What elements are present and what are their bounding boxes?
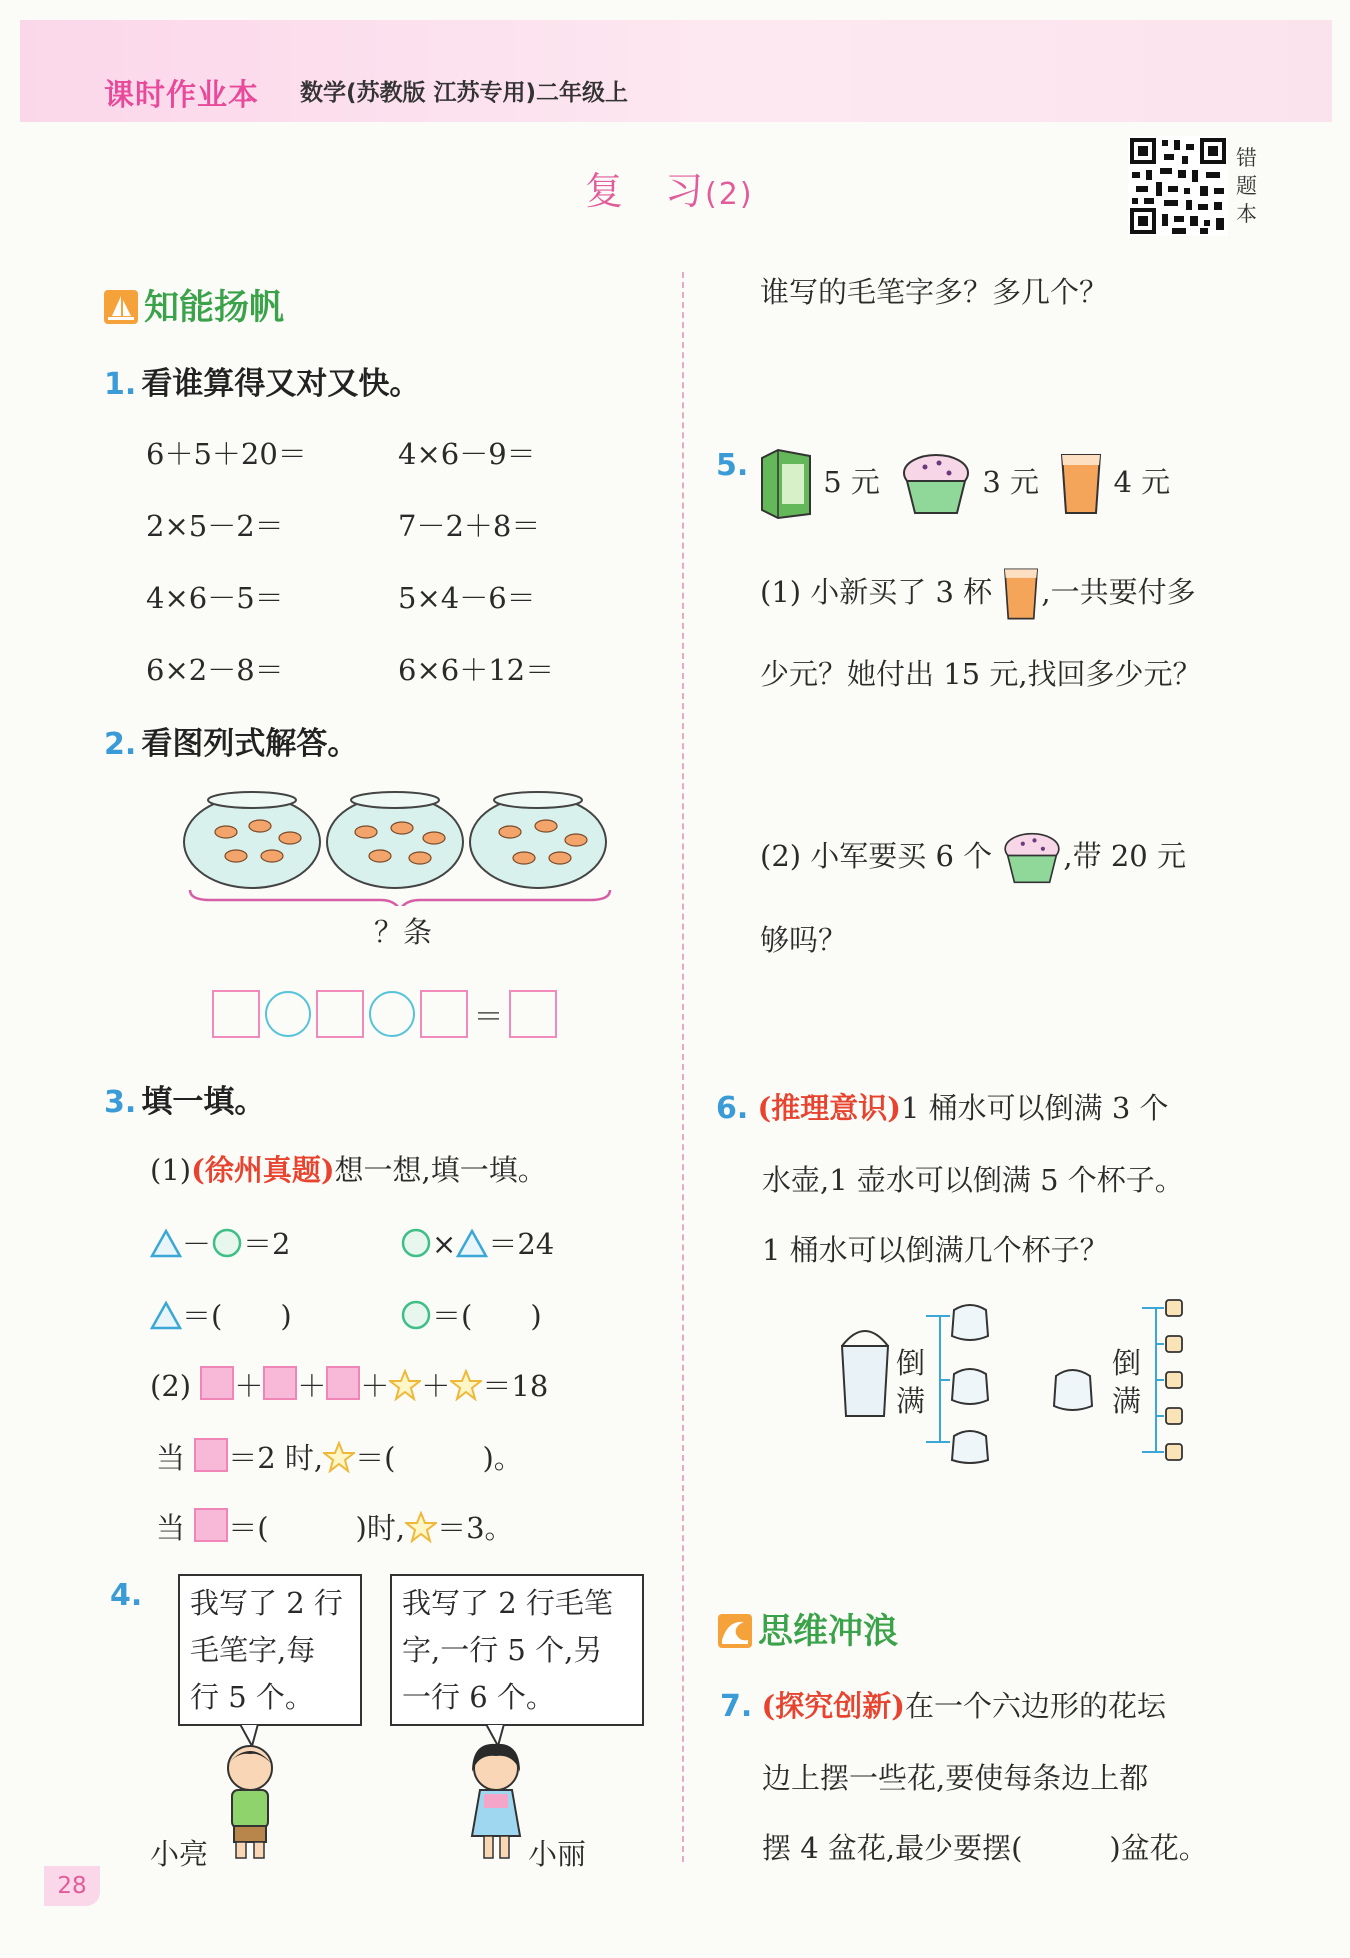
q6-text-1: 1 桶水可以倒满 3 个 [900, 1091, 1169, 1125]
juice-cup-icon [1058, 451, 1104, 517]
q3-heading [104, 1076, 265, 1121]
bubble-line: 我写了 2 行 [190, 1586, 343, 1620]
wave-icon [718, 1614, 752, 1648]
q5-p1a: (1) 小新买了 3 杯 [760, 575, 993, 609]
qr-label-char: 题 [1236, 174, 1257, 198]
cup-icon [1166, 1300, 1182, 1316]
q3-part1-prefix: (1) [150, 1153, 192, 1187]
q1-expr: 4×6－5＝ [146, 581, 284, 615]
answer-box[interactable] [212, 990, 260, 1038]
kettle-icon [952, 1305, 988, 1340]
q5-p1c: 少元？她付出 15 元,找回多少元？ [760, 657, 1202, 691]
juice-cup-icon [1001, 566, 1041, 622]
girl-icon [456, 1724, 536, 1864]
q6-line1 [716, 1086, 1169, 1127]
q3-when1 [156, 1436, 523, 1477]
name-xiaoliang: 小亮 [150, 1837, 209, 1871]
q6-text-2: 水壶,1 壶水可以倒满 5 个杯子。 [762, 1163, 1184, 1197]
pour-char: 倒 [1112, 1346, 1142, 1380]
q1-expr: 6×2－8＝ [146, 653, 284, 687]
q3-number: 3. [104, 1085, 137, 1120]
section-siwei-heading [718, 1604, 898, 1654]
q3-when1-c[interactable]: ＝( )。 [355, 1441, 523, 1475]
cup-icon [1166, 1408, 1182, 1424]
title-part-2: 习 [665, 169, 706, 213]
q1-expr: 4×6－9＝ [398, 437, 536, 471]
bubble-line: 毛笔字,每 [190, 1633, 316, 1667]
q2-number: 2. [104, 727, 137, 762]
q3-when1-b: ＝2 时, [228, 1441, 324, 1475]
subject-line: 数学(苏教版 江苏专用)二年级上 [300, 80, 629, 106]
q5-p2a: (2) 小军要买 6 个 [760, 839, 993, 873]
answer-box[interactable] [420, 990, 468, 1038]
q3-text: 填一填。 [141, 1084, 266, 1120]
section-zhineng-heading [104, 280, 284, 330]
q3-ans1[interactable] [150, 1294, 292, 1335]
price-cupcake: 3 元 [982, 465, 1039, 499]
cup-icon [1166, 1336, 1182, 1352]
brand-title: 课时作业本 [104, 78, 259, 113]
q6-number: 6. [716, 1091, 749, 1126]
q7-text-3[interactable]: 摆 4 盆花,最少要摆( )盆花。 [762, 1831, 1208, 1865]
q3-ans2-blank[interactable]: ＝( ) [432, 1299, 542, 1333]
triangle-icon [150, 1228, 182, 1258]
pouring-diagram [830, 1296, 1200, 1466]
q1-expr: 6×6＋12＝ [398, 653, 555, 687]
kettle-icon [952, 1369, 988, 1404]
q1-expr: 2×5－2＝ [146, 509, 284, 543]
name-xiaoli: 小丽 [528, 1837, 587, 1871]
q7-text-2: 边上摆一些花,要使每条边上都 [762, 1761, 1149, 1795]
q3-part2-prefix: (2) [150, 1369, 192, 1403]
q3-when2-b[interactable]: ＝( )时, [228, 1511, 406, 1545]
bubble-line: 我写了 2 行毛笔 [402, 1586, 613, 1620]
square-icon [326, 1366, 360, 1400]
equals-sign: ＝ [473, 1000, 504, 1035]
square-icon [194, 1438, 228, 1472]
q2-equation-template [212, 990, 557, 1038]
q3-part1-text: 想一想,填一填。 [334, 1153, 547, 1187]
pour-char: 倒 [896, 1346, 926, 1380]
sail-icon [104, 290, 138, 324]
kettle-icon [1054, 1370, 1092, 1410]
price-milk: 5 元 [823, 465, 880, 499]
star-icon [389, 1369, 421, 1401]
q3-when1-a: 当 [156, 1441, 186, 1475]
q3-eq2: × ＝24 [400, 1222, 554, 1263]
q7-line1 [720, 1684, 1166, 1725]
q3-eq1-rest: ＝2 [243, 1227, 291, 1261]
star-icon [405, 1511, 437, 1543]
circle-icon [400, 1299, 432, 1331]
q7-number: 7. [720, 1689, 753, 1724]
q5-number: 5. [716, 448, 749, 483]
q7-tag: (探究创新) [761, 1689, 905, 1723]
kettle-icon [952, 1431, 988, 1463]
q5-prices [756, 448, 1170, 520]
pour-char: 满 [1112, 1384, 1142, 1418]
page-number: 28 [44, 1866, 100, 1906]
section-zhineng-label: 知能扬帆 [144, 288, 285, 328]
operator-circle[interactable] [265, 991, 311, 1037]
q5-p1b: ,一共要付多 [1041, 575, 1196, 609]
q3-ans2[interactable] [400, 1294, 542, 1335]
q6-tag: (推理意识) [757, 1091, 901, 1125]
answer-box[interactable] [509, 990, 557, 1038]
q2-heading [104, 718, 358, 763]
q3-when2-c: ＝3。 [437, 1511, 514, 1545]
q5-part2-line1 [760, 830, 1186, 886]
milk-carton-icon [756, 448, 814, 520]
price-juice: 4 元 [1113, 465, 1171, 499]
boy-icon [210, 1724, 290, 1864]
q1-expr: 5×4－6＝ [398, 581, 536, 615]
q1-heading [104, 358, 420, 403]
cup-icon [1166, 1444, 1182, 1460]
q1-expr: 7－2＋8＝ [398, 509, 541, 543]
q3-part2-eq: (2) ＋ ＋ ＋ ＋ ＝18 [150, 1364, 548, 1405]
circle-icon [400, 1227, 432, 1259]
q5-p2c: 够吗？ [760, 923, 848, 957]
q3-eq1: － ＝2 [150, 1222, 290, 1263]
bucket-icon [842, 1331, 888, 1416]
qr-label-char: 错 [1236, 146, 1257, 170]
bubble-line: 一行 6 个。 [402, 1680, 555, 1714]
section-siwei-label: 思维冲浪 [758, 1612, 899, 1652]
square-icon [194, 1508, 228, 1542]
bubble-line: 行 5 个。 [190, 1680, 314, 1714]
q3-part2-rest: ＝18 [482, 1369, 549, 1403]
q5-part1-line1 [760, 566, 1196, 622]
pour-label-1 [896, 1344, 925, 1420]
q7-text-1: 在一个六边形的花坛 [904, 1689, 1166, 1723]
qr-code-icon[interactable] [1128, 136, 1228, 236]
square-icon [263, 1366, 297, 1400]
q3-when2-a: 当 [156, 1511, 186, 1545]
q1-expr: 6＋5＋20＝ [146, 437, 307, 471]
title-part-3: (2) [705, 177, 754, 212]
pour-char: 满 [896, 1384, 926, 1418]
q1-text: 看谁算得又对又快。 [141, 366, 421, 402]
star-icon [450, 1369, 482, 1401]
operator-circle[interactable] [369, 991, 415, 1037]
column-divider [682, 272, 684, 1862]
fish-bowls-illustration [180, 786, 620, 906]
triangle-icon [150, 1300, 182, 1330]
speech-bubble-xiaoli [390, 1574, 644, 1726]
q3-ans1-blank[interactable]: ＝( ) [182, 1299, 292, 1333]
circle-icon [211, 1227, 243, 1259]
q6-text-3: 1 桶水可以倒满几个杯子？ [762, 1233, 1109, 1267]
page-title [585, 160, 754, 215]
q2-brace-label: ？条 [374, 915, 433, 949]
q3-when2 [156, 1506, 514, 1547]
q4-question: 谁写的毛笔字多？多几个？ [760, 275, 1109, 309]
cup-icon [1166, 1372, 1182, 1388]
answer-box[interactable] [316, 990, 364, 1038]
triangle-icon [456, 1228, 488, 1258]
q2-text: 看图列式解答。 [141, 726, 359, 762]
cupcake-icon [899, 451, 973, 517]
q3-part1-tag: (徐州真题) [191, 1153, 335, 1187]
speech-bubble-xiaoliang [178, 1574, 362, 1726]
square-icon [200, 1366, 234, 1400]
bubble-line: 字,一行 5 个,另 [402, 1633, 603, 1667]
qr-label [1236, 144, 1262, 228]
q4-number: 4. [110, 1578, 143, 1613]
q5-p2b: ,带 20 元 [1063, 839, 1186, 873]
qr-label-char: 本 [1236, 202, 1257, 226]
title-part-1: 复 [585, 169, 626, 213]
star-icon [323, 1441, 355, 1473]
q1-number: 1. [104, 367, 137, 402]
q3-eq2-rest: ＝24 [488, 1227, 555, 1261]
cupcake-icon [1001, 830, 1063, 886]
pour-label-2 [1112, 1344, 1141, 1420]
q3-part1-line [150, 1148, 547, 1189]
